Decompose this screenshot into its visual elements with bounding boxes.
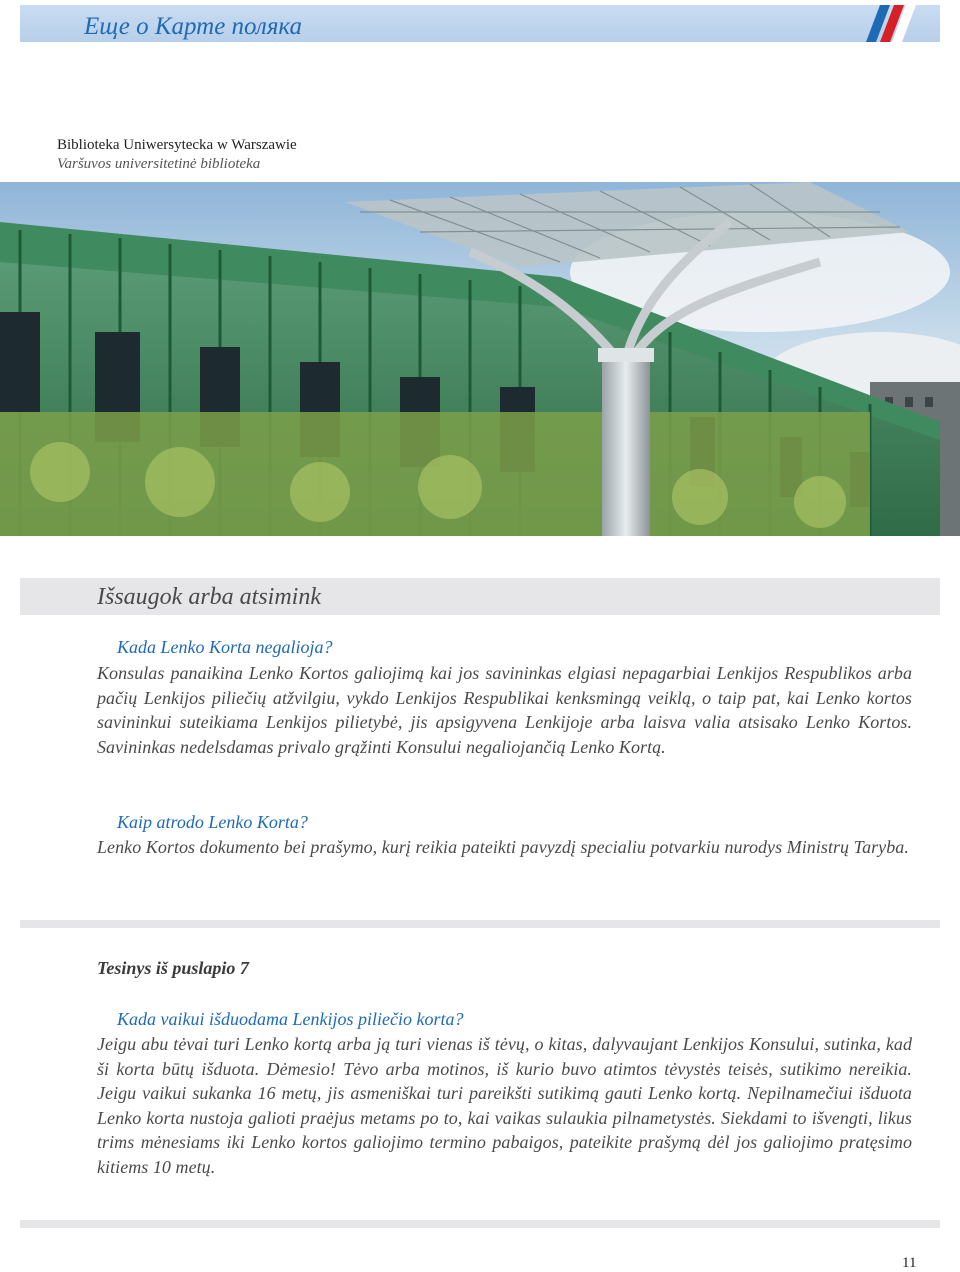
divider-bar bbox=[20, 1220, 940, 1228]
library-photo bbox=[0, 182, 960, 536]
header-bar bbox=[20, 5, 940, 42]
page-title: Еще о Карте поляка bbox=[84, 13, 303, 40]
paragraph: Konsulas panaikina Lenko Kortos galiojimą kai jos savininkas elgiasi nepagarbiai Lenkijos Respublikos arba pačių Lenkijos piliečių atžvilgiu, vykdo Lenkijos Respublikai kenksmingą veiklą, o taip pat, kai Lenko kortos savininkui suteikiama Lenkijos pilietybė, jis apsigyvena Lenkijoje arba laisva valia atsisako Lenko Kortos. Savininkas nedelsdamas privalo grąžinti Konsului negaliojančią Lenko Kortą. bbox=[97, 663, 912, 757]
caption-polish: Biblioteka Uniwersytecka w Warszawie bbox=[57, 137, 297, 153]
paragraph: Lenko Kortos dokumento bei prašymo, kurį reikia pateikti pavyzdį specialiu potvarkiu nurodys Ministrų Taryba. bbox=[97, 837, 909, 857]
question-heading: Kada Lenko Korta negalioja? bbox=[117, 637, 333, 657]
paragraph: Jeigu abu tėvai turi Lenko kortą arba ją turi vienas iš tėvų, o kitas, dalyvaujant Lenkijos Konsului, sutinka, kad ši korta būtų išduota. Dėmesio! Tėvo arba motinos, iš kurio buvo atimtos tėvystės teisės, sutikimo nereikia. Jeigu vaikui sukanka 16 metų, jis asmeniškai turi pareikšti sutikimą gauti Lenko kortą. Nepilnamečiui išduota Lenko korta nustoja galioti praėjus metams po to, kai vaikas sulaukia pilnametystės. Siekdami to išvengti, likus trims mėnesiams iki Lenko kortos galiojimo termino pabaigos, pateikite prašymą dėl jos galiojimo pratęsimo kitiems 10 metų. bbox=[97, 1034, 912, 1177]
caption-lithuanian: Varšuvos universitetinė biblioteka bbox=[57, 156, 261, 172]
question-heading: Kaip atrodo Lenko Korta? bbox=[117, 812, 308, 832]
section-title: Išsaugok arba atsimink bbox=[97, 584, 321, 610]
divider-bar bbox=[20, 920, 940, 928]
continuation-title: Tesinys iš puslapio 7 bbox=[97, 958, 249, 978]
flag-stripes-logo bbox=[866, 5, 916, 42]
photo-caption bbox=[57, 136, 297, 174]
question-heading: Kada vaikui išduodama Lenkijos piliečio korta? bbox=[117, 1009, 464, 1029]
page-number: 11 bbox=[902, 1255, 917, 1271]
